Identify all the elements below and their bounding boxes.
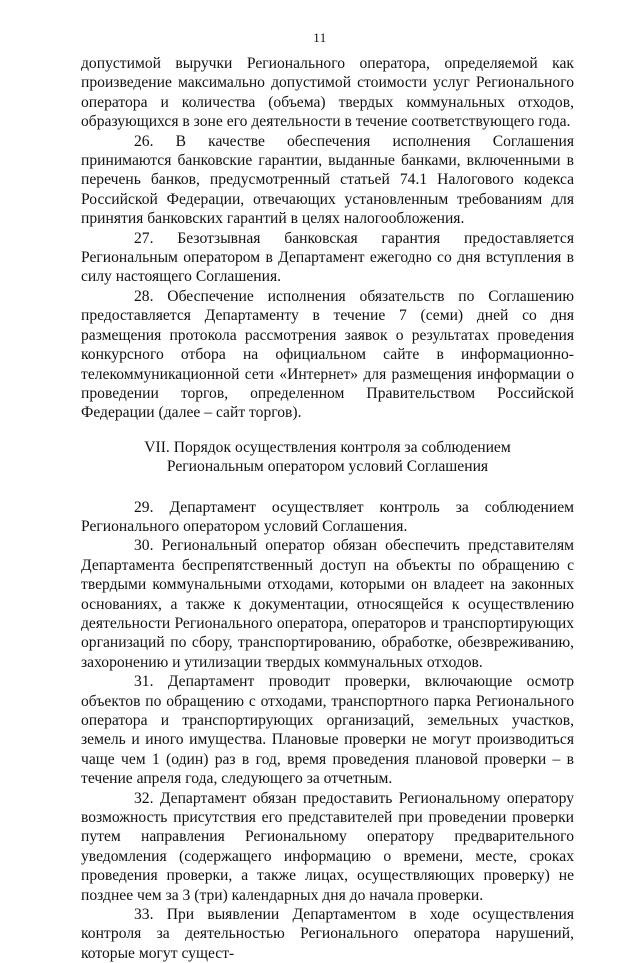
section-heading (81, 438, 574, 477)
section-heading-line-2: Региональным оператором условий Соглашения (166, 458, 489, 476)
section-heading-line-1: VII. Порядок осуществления контроля за соблюдением (144, 438, 511, 456)
paragraphs-before-heading (81, 54, 574, 423)
paragraph-p29: 29. Департамент осуществляет контроль за соблюдением Регионального оператором условий Соглашения. (81, 498, 574, 535)
paragraph-p32: 32. Департамент обязан предоставить Региональному оператору возможность присутствия его представителей при проведении проверки путем направления Региональному оператору предварительного уведомления (содержащего информацию о времени, месте, сроках проведения проверки, а также лицах, осуществляющих проверку) не позднее чем за 3 (три) календарных дня до начала проверки. (81, 789, 574, 904)
paragraph-p31: 31. Департамент проводит проверки, включающие осмотр объектов по обращению с отходами, транспортного парка Регионального оператора и транспортирующих организаций, земельных участков, земель и иного имущества. Плановые проверки не могут производиться чаще чем 1 (один) раз в год, время проведения плановой проверки – в течение апреля года, следующего за отчетным. (81, 673, 574, 788)
paragraph-p33: 33. При выявлении Департаментом в ходе осуществления контроля за деятельностью Регионального оператора нарушений, которые могут сущест- (81, 906, 574, 962)
page-number: 11 (313, 30, 327, 45)
paragraph-p30: 30. Региональный оператор обязан обеспечить представителям Департамента беспрепятственный доступ на объекты по обращению с твердыми коммунальными отходами, которыми он владеет на законных основаниях, а также к документации, относящейся к осуществлению деятельности Регионального оператора, операторов и транспортирующих организаций по сбору, транспортированию, обработке, обезвреживанию, захоронению и утилизации твердых коммунальных отходов. (81, 537, 574, 671)
paragraph-p-continued: допустимой выручки Регионального оператора, определяемой как произведение максимально допустимой стоимости услуг Регионального оператора и количества (объема) твердых коммунальных отходов, образующихся в зоне его деятельности в течение соответствующего года. (81, 55, 574, 131)
paragraphs-after-heading (81, 498, 574, 963)
paragraph-p28: 28. Обеспечение исполнения обязательств по Соглашению предоставляется Департаменту в течение 7 (семи) дней со дня размещения протокола рассмотрения заявок о результатах проведения конкурсного отбора на официальном сайте в информационно-телекоммуникационной сети «Интернет» для размещения информации о проведении торгов, определенном Правительством Российской Федерации (далее – сайт торгов). (81, 287, 574, 422)
paragraph-p27: 27. Безотзывная банковская гарантия предоставляется Региональным оператором в Департамент ежегодно со дня вступления в силу настоящего Соглашения. (81, 229, 574, 286)
document-body (81, 54, 574, 963)
paragraph-p26: 26. В качестве обеспечения исполнения Соглашения принимаются банковские гарантии, выданные банками, включенными в перечень банков, предусмотренный статьей 74.1 Налогового кодекса Российской Федерации, отвечающих установленным требованиям для принятия банковских гарантий в целях налогообложения. (81, 132, 574, 228)
